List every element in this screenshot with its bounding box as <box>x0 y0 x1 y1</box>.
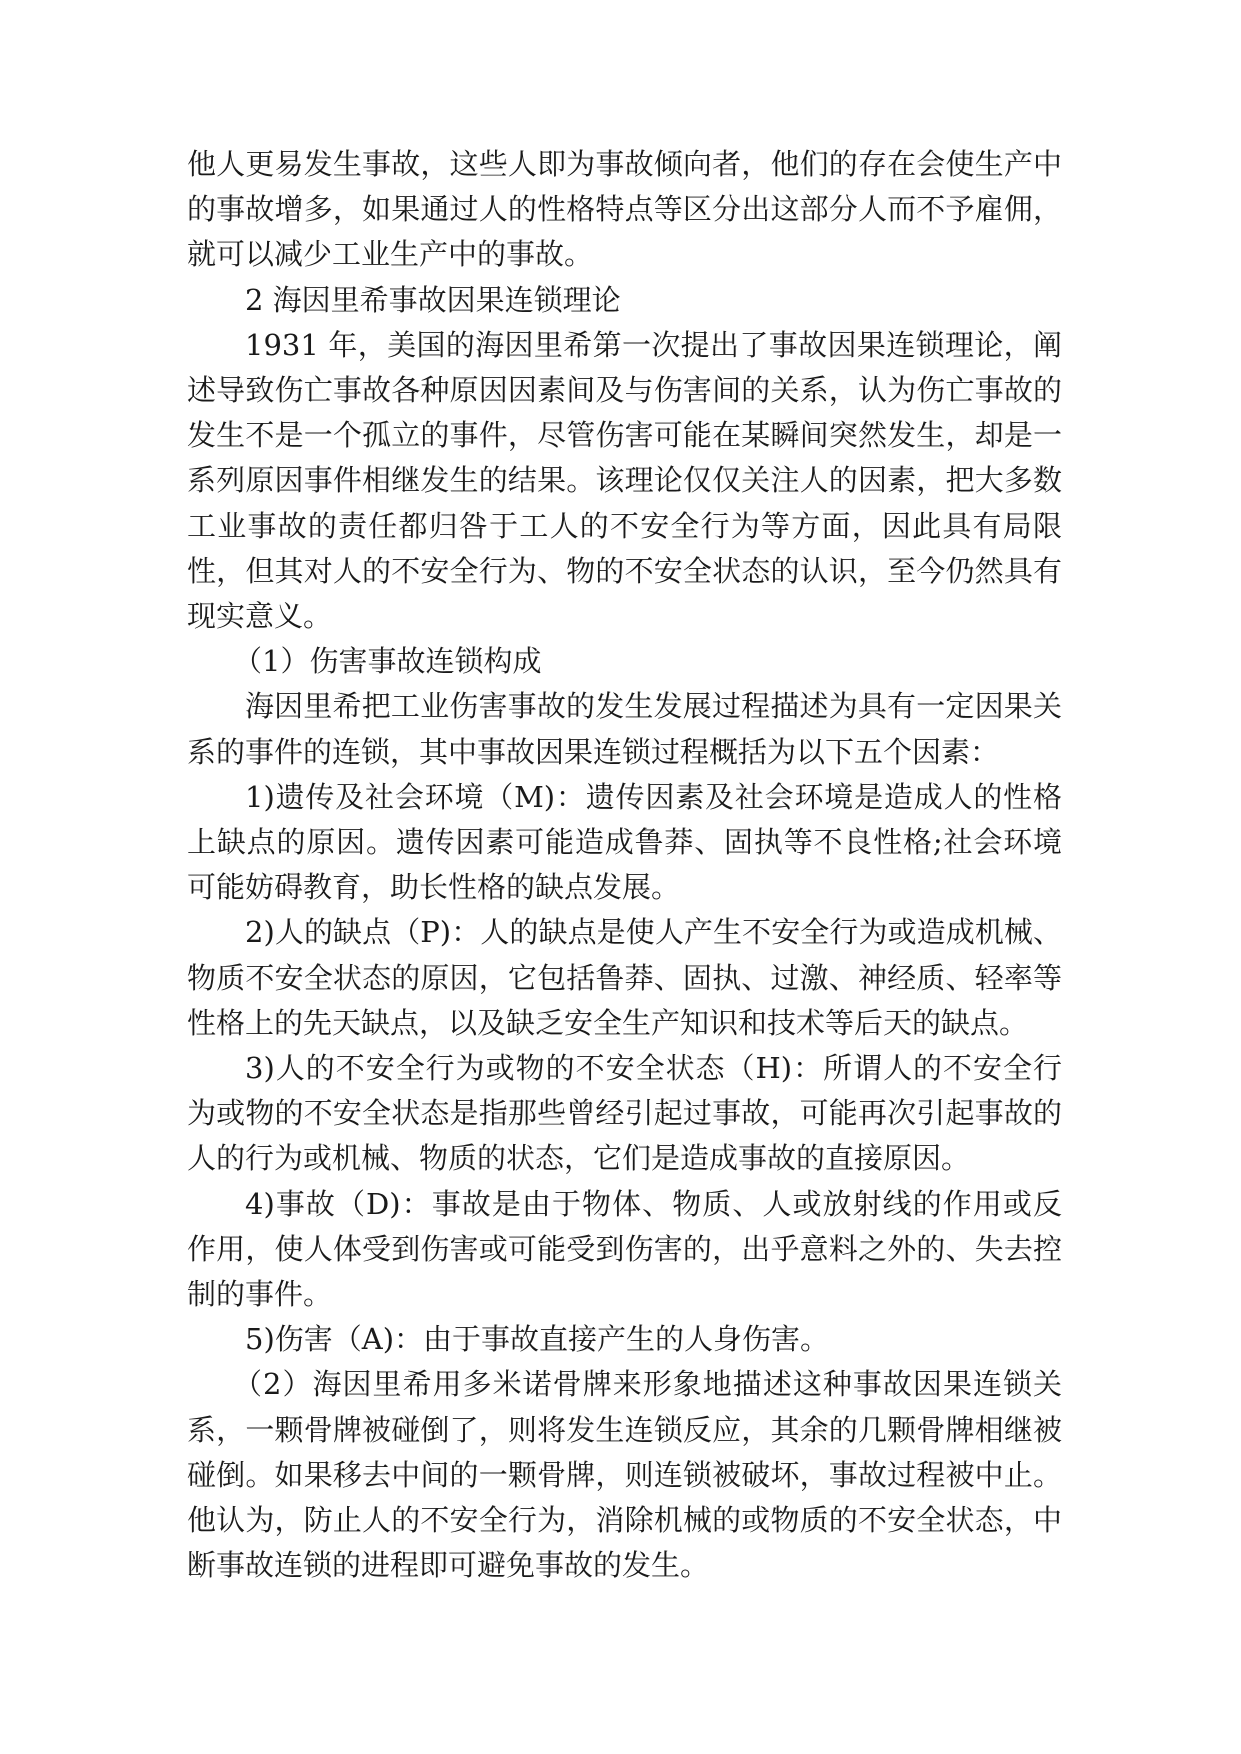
list-item-factor-4: 4)事故（D)：事故是由于物体、物质、人或放射线的作用或反作用，使人体受到伤害或可能受到伤害的，出乎意料之外的、失去控制的事件。 <box>187 1186 1062 1312</box>
subsection-heading: （1）伤害事故连锁构成 <box>233 644 542 679</box>
list-item-factor-3: 3)人的不安全行为或物的不安全状态（H)：所谓人的不安全行为或物的不安全状态是指那些曾经引起过事故，可能再次引起事故的人的行为或机械、物质的状态，它们是造成事故的直接原因。 <box>187 1051 1062 1176</box>
section-heading: 2 海因里希事故因果连锁理论 <box>245 282 621 317</box>
list-item-factor-5: 5)伤害（A)：由于事故直接产生的人身伤害。 <box>245 1322 830 1357</box>
paragraph-intro: 1931 年，美国的海因里希第一次提出了事故因果连锁理论，阐述导致伤亡事故各种原因因素间及与伤害间的关系，认为伤亡事故的发生不是一个孤立的事件，尽管伤害可能在某瞬间突然发生，却是一系列原因事件相继发生的结果。该理论仅仅关注人的因素，把大多数工业事故的责任都归咎于工人的不安全行为等方面，因此具有局限性，但其对人的不安全行为、物的不安全状态的认识，至今仍然具有现实意义。 <box>187 327 1062 634</box>
list-item-factor-1: 1)遗传及社会环境（M)：遗传因素及社会环境是造成人的性格上缺点的原因。遗传因素可能造成鲁莽、固执等不良性格;社会环境可能妨碍教育，助长性格的缺点发展。 <box>187 779 1062 905</box>
paragraph-description: 海因里希把工业伤害事故的发生发展过程描述为具有一定因果关系的事件的连锁，其中事故因果连锁过程概括为以下五个因素： <box>187 689 1062 769</box>
paragraph-continuation: 他人更易发生事故，这些人即为事故倾向者，他们的存在会使生产中的事故增多，如果通过人的性格特点等区分出这部分人而不予雇佣，就可以减少工业生产中的事故。 <box>187 147 1062 272</box>
paragraph-domino: （2）海因里希用多米诺骨牌来形象地描述这种事故因果连锁关系，一颗骨牌被碰倒了，则将发生连锁反应，其余的几颗骨牌相继被碰倒。如果移去中间的一颗骨牌，则连锁被破坏，事故过程被中止。他认为，防止人的不安全行为，消除机械的或物质的不安全状态，中断事故连锁的进程即可避免事故的发生。 <box>187 1367 1062 1583</box>
document-body <box>187 142 1062 1589</box>
list-item-factor-2: 2)人的缺点（P)：人的缺点是使人产生不安全行为或造成机械、物质不安全状态的原因，它包括鲁莽、固执、过激、神经质、轻率等性格上的先天缺点，以及缺乏安全生产知识和技术等后天的缺点。 <box>187 915 1062 1040</box>
